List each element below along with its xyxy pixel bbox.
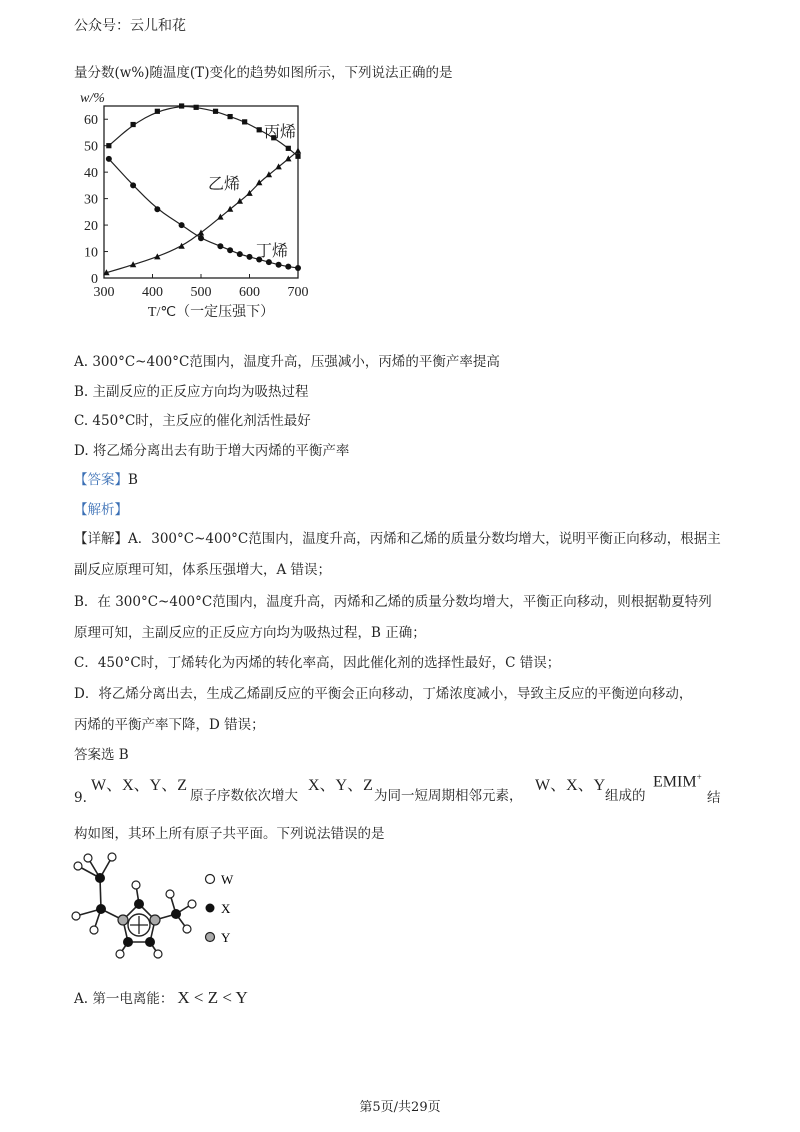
q9-option-a-math: X < Z < Y xyxy=(177,988,248,1007)
conclusion: 答案选 B xyxy=(74,747,129,763)
q9-option-a xyxy=(74,988,248,1009)
point-propylene xyxy=(106,143,111,148)
q9-text-2: 为同一短周期相邻元素， xyxy=(374,788,523,804)
point-propylene xyxy=(131,122,136,127)
legend-y-label: Y xyxy=(221,930,231,945)
option-c: C. 450°C时，主反应的催化剂活性最好 xyxy=(74,413,311,429)
point-butene xyxy=(198,235,204,241)
q9-math-2: X、Y、Z xyxy=(308,777,373,794)
detail-line-2: 副反应原理可知，体系压强增大，A 错误； xyxy=(74,562,332,578)
point-ethylene xyxy=(256,179,262,185)
y-tick-label: 40 xyxy=(84,166,98,182)
point-propylene xyxy=(228,114,233,119)
x-tick-label: 500 xyxy=(190,285,212,300)
option-d: D. 将乙烯分离出去有助于增大丙烯的平衡产率 xyxy=(74,443,350,459)
q9-math-3: W、X、Y xyxy=(535,777,606,794)
point-propylene xyxy=(179,103,184,108)
x-tick-label: 600 xyxy=(239,285,260,300)
bonds xyxy=(76,857,192,954)
header-account: 公众号：云儿和花 xyxy=(74,18,186,34)
series-label: 丁烯 xyxy=(256,241,289,260)
detail-line-5: C．450°C时，丁烯转化为丙烯的转化率高，因此催化剂的选择性最好，C 错误； xyxy=(74,655,561,671)
detail-line-3: B．在 300°C~400°C范围内，温度升高，丙烯和乙烯的质量分数均增大，平衡正向移动，则根据勒夏特列 xyxy=(74,594,712,610)
detail-line-7: 丙烯的平衡产率下降，D 错误； xyxy=(74,717,265,733)
q9-math-4 xyxy=(653,772,702,791)
point-propylene xyxy=(286,146,291,151)
answer-line xyxy=(74,470,138,490)
legend-x-marker xyxy=(206,904,215,913)
point-propylene xyxy=(295,154,300,159)
point-propylene xyxy=(242,119,247,124)
y-tick-label: 0 xyxy=(91,272,98,287)
point-butene xyxy=(285,264,291,270)
answer-value: B xyxy=(128,472,138,488)
q9-text-4: 结 xyxy=(707,790,721,806)
series-label: 乙烯 xyxy=(208,174,241,193)
legend-x-label: X xyxy=(221,901,231,916)
q9-math-1: W、X、Y、Z xyxy=(91,777,187,794)
point-propylene xyxy=(213,109,218,114)
question9-number: 9. xyxy=(74,790,87,806)
legend-w-label: W xyxy=(221,872,234,887)
point-butene xyxy=(227,247,233,253)
question9-line2: 构如图，其环上所有原子共平面。下列说法错误的是 xyxy=(74,826,385,842)
point-ethylene xyxy=(154,253,160,259)
option-a: A. 300°C~400°C范围内，温度升高，压强减小，丙烯的平衡产率提高 xyxy=(74,354,500,370)
x-tick-label: 700 xyxy=(287,285,309,300)
x-axis-label: T/℃（一定压强下） xyxy=(147,305,275,320)
point-propylene xyxy=(194,105,199,110)
legend-y-marker xyxy=(206,933,215,942)
y-tick-label: 60 xyxy=(84,113,98,129)
detail-line-4: 原理可知，主副反应的正反应方向均为吸热过程，B 正确； xyxy=(74,625,426,641)
point-butene xyxy=(217,243,223,249)
point-butene xyxy=(179,222,185,228)
q9-emim: EMIM xyxy=(653,773,697,791)
legend-w-marker xyxy=(206,875,215,884)
question-stem: 量分数(w%)随温度(T)变化的趋势如图所示，下列说法正确的是 xyxy=(74,65,453,81)
temperature-chart xyxy=(68,88,318,328)
point-ethylene xyxy=(295,147,301,153)
x-tick-label: 400 xyxy=(142,285,163,300)
q9-emim-charge: + xyxy=(696,772,702,782)
point-butene xyxy=(106,156,112,162)
analysis-tag: 【解析】 xyxy=(74,502,128,518)
option-b: B. 主副反应的正反应方向均为吸热过程 xyxy=(74,384,309,400)
point-butene xyxy=(247,254,253,260)
detail-text-1: A．300°C~400°C范围内，温度升高，丙烯和乙烯的质量分数均增大，说明平衡正向移动，根据主 xyxy=(128,531,721,547)
detail-line-6: D．将乙烯分离出去，生成乙烯副反应的平衡会正向移动，丁烯浓度减小，导致主反应的平衡逆向移动， xyxy=(74,686,693,702)
point-butene xyxy=(130,182,136,188)
answer-tag: 【答案】 xyxy=(74,472,128,488)
q9-text-3: 组成的 xyxy=(605,788,646,804)
q9-option-a-label: A. 第一电离能： xyxy=(74,991,174,1007)
y-tick-label: 50 xyxy=(84,139,98,155)
q9-text-1: 原子序数依次增大 xyxy=(190,788,298,804)
point-butene xyxy=(237,251,243,257)
x-tick-label: 300 xyxy=(93,285,115,300)
point-butene xyxy=(266,259,272,265)
point-butene xyxy=(154,206,160,212)
detail-tag: 【详解】 xyxy=(74,531,128,547)
y-tick-label: 20 xyxy=(84,219,98,235)
page-footer: 第5页/共29页 xyxy=(359,1100,441,1115)
y-tick-label: 30 xyxy=(84,192,98,208)
point-propylene xyxy=(155,109,160,114)
y-tick-label: 10 xyxy=(84,245,98,261)
point-butene xyxy=(295,265,301,271)
series-label: 丙烯 xyxy=(264,122,297,141)
emim-structure-diagram xyxy=(66,852,246,962)
point-butene xyxy=(276,262,282,268)
y-axis-label: w/% xyxy=(80,91,105,106)
detail-line-1 xyxy=(74,529,721,549)
point-propylene xyxy=(257,127,262,132)
